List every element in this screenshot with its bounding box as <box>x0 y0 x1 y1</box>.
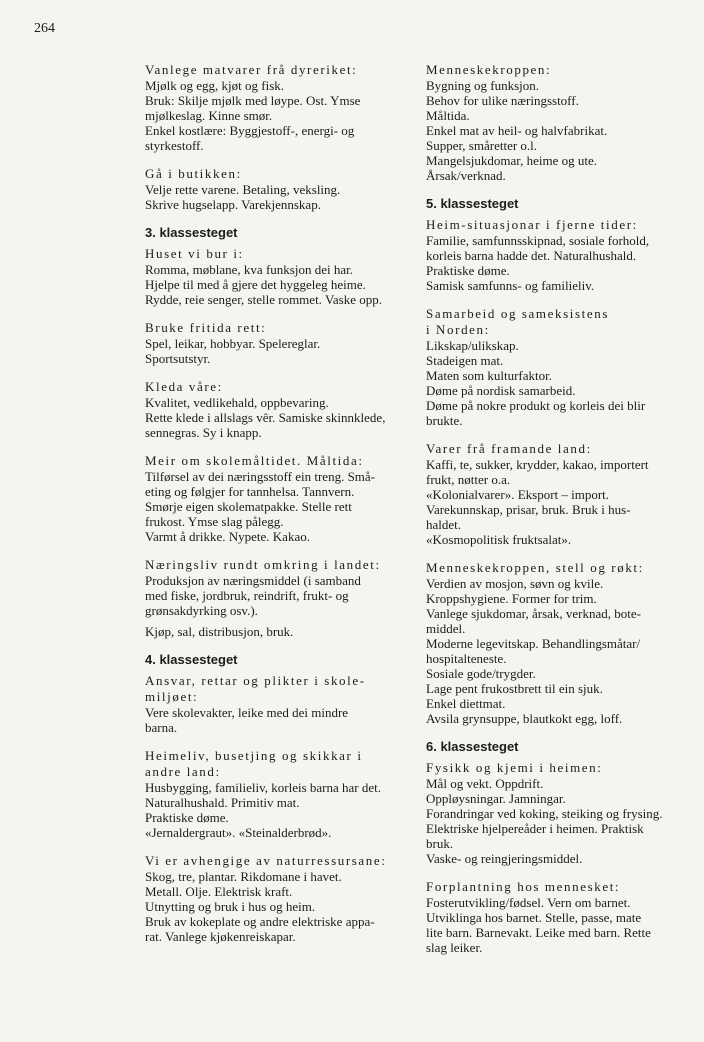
text-line: «Kosmopolitisk fruktsalat». <box>426 532 572 547</box>
section-heading: Menneskekroppen: <box>426 62 552 77</box>
text-line: med fiske, jordbruk, reindrift, frukt- og <box>145 588 349 603</box>
section-heading: Kleda våre: <box>145 379 223 394</box>
text-line: eting og følgjer for tannhelsa. Tannvern. <box>145 484 355 499</box>
text-line: Produksjon av næringsmiddel (i samband <box>145 573 361 588</box>
section-shop <box>145 166 407 212</box>
text-line: Sportsutstyr. <box>145 351 211 366</box>
text-line: «Kolonialvarer». Eksport – import. <box>426 487 610 502</box>
text-line: Utviklinga hos barnet. Stelle, passe, mate <box>426 910 642 925</box>
section-school-meal <box>145 453 407 544</box>
text-line: Varmt å drikke. Nypete. Kakao. <box>145 529 310 544</box>
text-line: korleis barna hadde det. Naturalhushald. <box>426 248 637 263</box>
text-line: Husbygging, familieliv, korleis barna har det. <box>145 780 381 795</box>
section-house <box>145 246 407 307</box>
text-line: Vaske- og reingjeringsmiddel. <box>426 851 583 866</box>
text-line: brukte. <box>426 413 463 428</box>
section-leisure <box>145 320 407 366</box>
text-line: Avsila grynsuppe, blautkokt egg, loff. <box>426 711 623 726</box>
text-line: Maten som kulturfaktor. <box>426 368 553 383</box>
text-line: Døme på nokre produkt og korleis dei blir <box>426 398 646 413</box>
text-line: Tilførsel av dei næringsstoff ein treng. Små- <box>145 469 376 484</box>
text-line: Kroppshygiene. Former for trim. <box>426 591 597 606</box>
text-line: Mål og vekt. Oppdrift. <box>426 776 544 791</box>
section-heading: Gå i butikken: <box>145 166 242 181</box>
text-line: frukt, nøtter o.a. <box>426 472 511 487</box>
section-reproduction <box>426 879 688 955</box>
text-line: Supper, småretter o.l. <box>426 138 538 153</box>
text-line: Vanlege sjukdomar, årsak, verknad, bote- <box>426 606 641 621</box>
section-heading: Samarbeid og sameksistens <box>426 306 609 321</box>
section-heading: i Norden: <box>426 322 490 337</box>
section-home-life <box>145 748 407 840</box>
section-heading: Menneskekroppen, stell og røkt: <box>426 560 644 575</box>
text-line: Utnytting og bruk i hus og heim. <box>145 899 316 914</box>
text-line: Skog, tre, plantar. Rikdomane i havet. <box>145 869 342 884</box>
section-body-care <box>426 560 688 726</box>
section-nordic <box>426 306 688 428</box>
section-human-body <box>426 62 688 183</box>
text-line: Naturalhushald. Primitiv mat. <box>145 795 300 810</box>
text-line: Kvalitet, vedlikehald, oppbevaring. <box>145 395 329 410</box>
text-line: Verdien av mosjon, søvn og kvile. <box>426 576 604 591</box>
grade-heading-6: 6. klassesteget <box>426 739 519 754</box>
section-heading: Næringsliv rundt omkring i landet: <box>145 557 381 572</box>
section-heading: Meir om skolemåltidet. Måltida: <box>145 453 364 468</box>
text-line: Kjøp, sal, distribusjon, bruk. <box>145 624 294 639</box>
text-line: bruk. <box>426 836 454 851</box>
text-line: Stadeigen mat. <box>426 353 504 368</box>
text-line: Mjølk og egg, kjøt og fisk. <box>145 78 285 93</box>
text-line: Familie, samfunnsskipnad, sosiale forhold, <box>426 233 650 248</box>
text-line: rat. Vanlege kjøkenreiskapar. <box>145 929 296 944</box>
text-line: Kaffi, te, sukker, krydder, kakao, importert <box>426 457 649 472</box>
text-line: Forandringar ved koking, steiking og frysing. <box>426 806 663 821</box>
section-heading: Heim-situasjonar i fjerne tider: <box>426 217 638 232</box>
section-animal-foods <box>145 62 407 153</box>
text-line: Enkel diettmat. <box>426 696 506 711</box>
section-distant-times <box>426 217 688 293</box>
text-line: Praktiske døme. <box>145 810 229 825</box>
text-line: «Jernaldergraut». «Steinalderbrød». <box>145 825 332 840</box>
page-number: 264 <box>34 21 55 36</box>
text-line: lite barn. Barnevakt. Leike med barn. Rette <box>426 925 651 940</box>
text-line: Elektriske hjelpereåder i heimen. Praktisk <box>426 821 644 836</box>
text-line: barna. <box>145 720 178 735</box>
section-responsibility <box>145 673 407 735</box>
text-line: Bruk av kokeplate og andre elektriske appa- <box>145 914 375 929</box>
section-heading: Forplantning hos mennesket: <box>426 879 621 894</box>
text-line: haldet. <box>426 517 462 532</box>
section-physics-chemistry <box>426 760 688 866</box>
section-industry <box>145 557 407 639</box>
text-line: Smørje eigen skolematpakke. Stelle rett <box>145 499 352 514</box>
section-heading: Varer frå framande land: <box>426 441 592 456</box>
text-line: Enkel kostlære: Byggjestoff-, energi- og <box>145 123 355 138</box>
text-line: Behov for ulike næringsstoff. <box>426 93 579 108</box>
grade-heading-5: 5. klassesteget <box>426 196 519 211</box>
right-column <box>426 62 688 968</box>
text-line: Praktiske døme. <box>426 263 510 278</box>
text-line: Årsak/verknad. <box>426 168 506 183</box>
text-line: Vere skolevakter, leike med dei mindre <box>145 705 349 720</box>
section-clothes <box>145 379 407 440</box>
text-line: Likskap/ulikskap. <box>426 338 519 353</box>
section-heading: Vi er avhengige av naturressursane: <box>145 853 387 868</box>
text-line: middel. <box>426 621 466 636</box>
section-heading: Ansvar, rettar og plikter i skole- <box>145 673 366 688</box>
section-foreign-goods <box>426 441 688 547</box>
text-line: slag leiker. <box>426 940 483 955</box>
text-line: Hjelpe til med å gjere det hyggeleg heime. <box>145 277 366 292</box>
text-line: Oppløysningar. Jamningar. <box>426 791 566 806</box>
text-line: mjølkeslag. Kinne smør. <box>145 108 273 123</box>
text-line: sennegras. Sy i knapp. <box>145 425 262 440</box>
section-heading: Heimeliv, busetjing og skikkar i <box>145 748 363 763</box>
text-line: Romma, møblane, kva funksjon dei har. <box>145 262 353 277</box>
text-line: Velje rette varene. Betaling, veksling. <box>145 182 341 197</box>
text-line: Varekunnskap, prisar, bruk. Bruk i hus- <box>426 502 631 517</box>
text-line: Rette klede i allslags vêr. Samiske skinnklede, <box>145 410 386 425</box>
grade-heading-4: 4. klassesteget <box>145 652 238 667</box>
text-line: Metall. Olje. Elektrisk kraft. <box>145 884 293 899</box>
text-line: grønsakdyrking osv.). <box>145 603 258 618</box>
text-line: Spel, leikar, hobbyar. Spelereglar. <box>145 336 321 351</box>
grade-heading-3: 3. klassesteget <box>145 225 238 240</box>
section-heading: miljøet: <box>145 689 199 704</box>
section-heading: Huset vi bur i: <box>145 246 244 261</box>
section-heading: andre land: <box>145 764 221 779</box>
text-line: Skrive hugselapp. Varekjennskap. <box>145 197 321 212</box>
text-line: Mangelsjukdomar, heime og ute. <box>426 153 597 168</box>
left-column <box>145 62 407 957</box>
section-heading: Fysikk og kjemi i heimen: <box>426 760 603 775</box>
text-line: Rydde, reie senger, stelle rommet. Vaske opp. <box>145 292 382 307</box>
text-line: frukost. Ymse slag pålegg. <box>145 514 284 529</box>
section-heading: Vanlege matvarer frå dyreriket: <box>145 62 358 77</box>
text-line: styrkestoff. <box>145 138 204 153</box>
text-line: hospitalteneste. <box>426 651 507 666</box>
text-line: Moderne legevitskap. Behandlingsmåtar/ <box>426 636 641 651</box>
text-line: Lage pent frukostbrett til ein sjuk. <box>426 681 603 696</box>
text-line: Sosiale gode/trygder. <box>426 666 536 681</box>
text-line: Bygning og funksjon. <box>426 78 540 93</box>
section-heading: Bruke fritida rett: <box>145 320 267 335</box>
section-natural-resources <box>145 853 407 944</box>
text-line: Samisk samfunns- og familieliv. <box>426 278 595 293</box>
text-line: Enkel mat av heil- og halvfabrikat. <box>426 123 608 138</box>
text-line: Døme på nordisk samarbeid. <box>426 383 576 398</box>
text-line: Fosterutvikling/fødsel. Vern om barnet. <box>426 895 631 910</box>
text-line: Bruk: Skilje mjølk med løype. Ost. Ymse <box>145 93 361 108</box>
text-line: Måltida. <box>426 108 470 123</box>
